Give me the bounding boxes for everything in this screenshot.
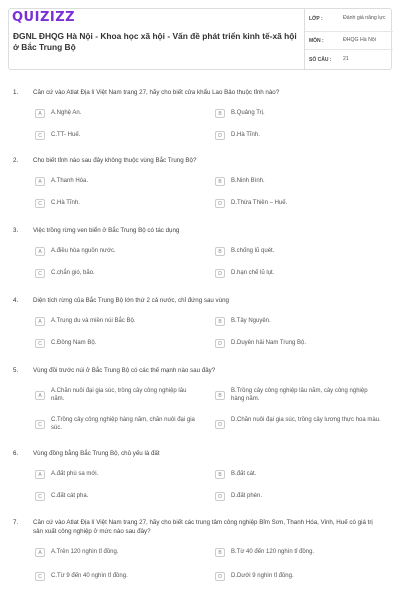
option-letter: B [215, 470, 225, 479]
question-text: Vùng đồi trước núi ở Bắc Trung Bộ có các thế mạnh nào sau đây? [33, 367, 216, 374]
quizizz-logo: QUIZIZZ [12, 10, 76, 25]
option-letter: D [215, 572, 225, 581]
option-letter: D [215, 420, 225, 429]
option-text: C.chắn gió, bão. [51, 270, 95, 276]
option-text: A.Chăn nuôi đại gia súc, trồng cây công nghiệp lâu năm. [51, 388, 187, 402]
question-number: 7. [13, 519, 19, 526]
meta-label: MÔN : [309, 38, 324, 44]
option-text: B.Ninh Bình. [231, 178, 265, 184]
meta-row-count [305, 50, 393, 70]
option-text: A.Trên 120 nghìn tỉ đồng. [51, 549, 119, 555]
question-text: Việc trồng rừng ven biển ở Bắc Trung Bộ có tác dụng [33, 227, 180, 234]
option-text: D.hạn chế lũ lụt. [231, 270, 275, 276]
option-text: A.Thanh Hóa. [51, 178, 89, 184]
option-text: B.Quảng Trị. [231, 110, 265, 116]
question-text: Cho biết tỉnh nào sau đây không thuộc vùng Bắc Trung Bộ? [33, 157, 197, 164]
meta-panel [304, 8, 392, 70]
option-letter: B [215, 247, 225, 256]
question-number: 2. [13, 157, 19, 164]
option-letter: C [35, 492, 45, 501]
option-text: B.chống lũ quét. [231, 248, 275, 254]
page-title: ĐGNL ĐHQG Hà Nội - Khoa học xã hội - Vấn đề phát triển kinh tế-xã hội ở Bắc Trung Bộ [13, 31, 297, 52]
option-letter: C [35, 199, 45, 208]
option-letter: A [35, 317, 45, 326]
option-text: C.đất cát pha. [51, 493, 89, 499]
option-text: C.Đông Nam Bộ. [51, 340, 97, 346]
option-text: D.Hà Tĩnh. [231, 132, 260, 138]
meta-value: 21 [343, 56, 349, 62]
meta-label: SỐ CÂU : [309, 57, 332, 63]
option-text: B.đất cát. [231, 471, 257, 477]
option-letter: D [215, 339, 225, 348]
option-text: D.Duyên hải Nam Trung Bộ. [231, 340, 307, 346]
question-text: Vùng đồng bằng Bắc Trung Bộ, chủ yếu là đất [33, 450, 160, 457]
option-text: D.Thừa Thiên – Huế. [231, 200, 288, 206]
option-text: B.Tây Nguyên. [231, 318, 271, 324]
meta-value: ĐHQG Hà Nội [343, 37, 376, 43]
option-letter: C [35, 131, 45, 140]
question-number: 6. [13, 450, 19, 457]
option-text: A.Nghệ An. [51, 110, 82, 116]
option-letter: B [215, 391, 225, 400]
meta-row-class [305, 8, 393, 32]
option-text: C.Trồng cây công nghiệp hàng năm, chăn nuôi đại gia súc. [51, 417, 195, 431]
meta-label: LỚP : [309, 16, 323, 22]
option-letter: C [35, 420, 45, 429]
option-letter: A [35, 548, 45, 557]
option-letter: D [215, 269, 225, 278]
option-letter: D [215, 131, 225, 140]
option-letter: D [215, 492, 225, 501]
question-number: 3. [13, 227, 19, 234]
option-text: A.Trung du và miền núi Bắc Bộ. [51, 318, 136, 324]
option-text: C.Hà Tĩnh. [51, 200, 80, 206]
option-text: D.Dưới 9 nghìn tỉ đồng. [231, 573, 294, 579]
option-letter: D [215, 199, 225, 208]
option-letter: B [215, 317, 225, 326]
meta-value: Đánh giá năng lực [343, 15, 386, 21]
option-letter: A [35, 109, 45, 118]
option-text: D.Chăn nuôi đại gia súc, trồng cây lương thực hoa màu. [231, 417, 381, 423]
question-text: Diện tích rừng của Bắc Trung Bộ lớn thứ 2 cả nước, chỉ đứng sau vùng [33, 297, 229, 304]
question-text: Căn cứ vào Atlat Địa lí Việt Nam trang 27, hãy cho biết các trung tâm công nghiệp Bỉm Sơn, Thanh Hóa, Vinh, Huế có giá trị sản xuất công nghiệp ở mức nào sau đây? [33, 519, 373, 535]
option-text: D.đất phèn. [231, 493, 263, 499]
question-number: 4. [13, 297, 19, 304]
question-number: 5. [13, 367, 19, 374]
option-letter: C [35, 572, 45, 581]
question-number: 1. [13, 89, 19, 96]
question-text: Căn cứ vào Atlat Địa lí Việt Nam trang 27, hãy cho biết cửa khẩu Lao Bảo thuộc tỉnh nào? [33, 89, 280, 96]
option-letter: A [35, 177, 45, 186]
option-letter: B [215, 548, 225, 557]
option-text: B.Trồng cây công nghiệp lâu năm, cây công nghiệp hàng năm. [231, 388, 368, 402]
option-text: C.TT- Huế. [51, 132, 81, 138]
option-letter: B [215, 177, 225, 186]
option-letter: B [215, 109, 225, 118]
option-letter: A [35, 391, 45, 400]
option-letter: C [35, 339, 45, 348]
meta-row-subject [305, 32, 393, 50]
option-text: B.Từ 40 đến 120 nghìn tỉ đồng. [231, 549, 315, 555]
option-text: C.Từ 9 đến 40 nghìn tỉ đồng. [51, 573, 128, 579]
option-letter: C [35, 269, 45, 278]
option-text: A.điều hòa nguồn nước. [51, 248, 116, 254]
option-letter: A [35, 247, 45, 256]
option-letter: A [35, 470, 45, 479]
option-text: A.đất phù sa mới. [51, 471, 99, 477]
